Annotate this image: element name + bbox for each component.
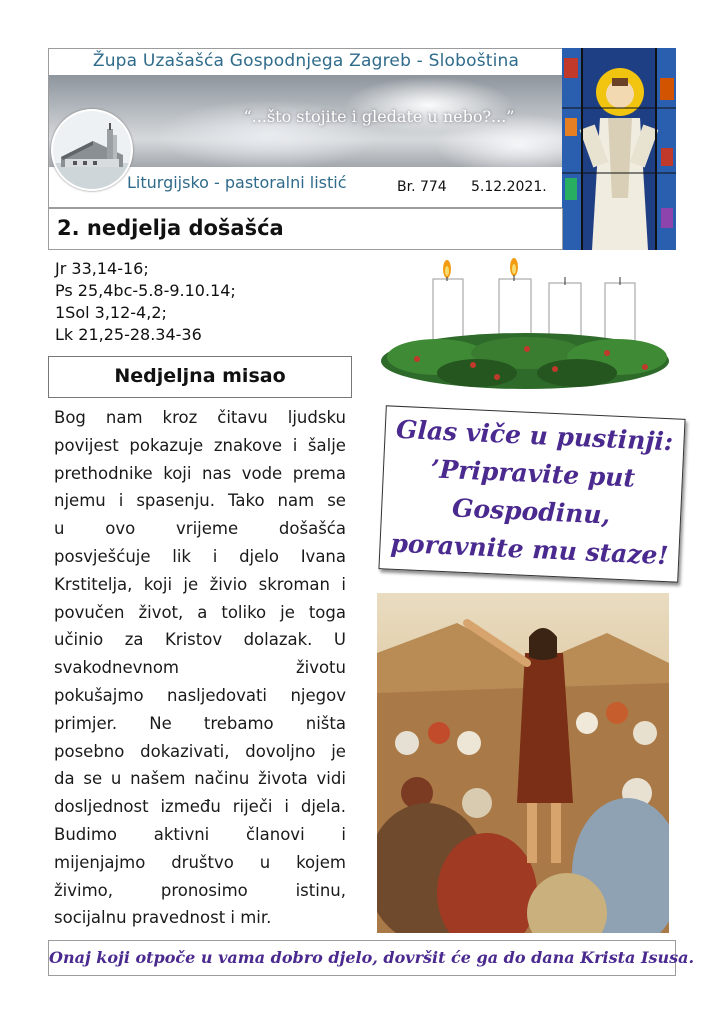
misao-line: Krstitelja, koji je živio skroman i — [54, 574, 346, 594]
church-icon — [53, 111, 131, 189]
misao-text — [54, 404, 346, 932]
glas-line: ’Pripravite put — [430, 454, 636, 493]
stained-glass-christ-icon — [562, 48, 676, 250]
reading-item: Jr 33,14-16; — [55, 259, 149, 278]
misao-line: da se u našem načinu života vidi — [54, 769, 346, 789]
misao-title-box — [48, 356, 352, 398]
misao-line: prethodnike koji nas vode prema — [54, 463, 346, 483]
sunday-title: 2. nedjelja došašća — [57, 216, 284, 240]
misao-line: Budimo aktivni članovi i — [54, 824, 346, 844]
footer-verse-box — [48, 940, 695, 976]
church-image — [51, 109, 133, 191]
misao-title: Nedjeljna misao — [114, 365, 286, 387]
misao-line: živimo, pronosimo istinu, — [54, 880, 346, 900]
misao-line: Bog nam kroz čitavu ljudsku — [54, 408, 346, 427]
misao-line: povučen život, a toliko je toga — [54, 602, 346, 622]
issue-number: Br. 774 — [397, 179, 447, 195]
misao-line: povijest pokazuje znakove i šalje — [54, 435, 346, 455]
glas-line: Gospodinu, — [451, 493, 611, 530]
issue-date: 5.12.2021. — [471, 179, 547, 195]
glas-quote-card — [378, 405, 685, 582]
glas-line: poravnite mu staze! — [389, 528, 670, 571]
reading-item: Ps 25,4bc-5.8-9.10.14; — [55, 281, 236, 300]
misao-line: njemu i spasenju. Tako nam se — [54, 491, 346, 511]
advent-wreath-image — [377, 253, 673, 403]
reading-item: 1Sol 3,12-4,2; — [55, 303, 167, 322]
misao-line: pokušajmo nasljedovati njegov — [54, 685, 346, 705]
header-banner — [48, 48, 563, 208]
sunday-title-box — [48, 208, 563, 250]
misao-line: socijalnu pravednost i mir. — [54, 908, 272, 928]
john-baptist-preaching-icon — [377, 593, 669, 933]
misao-line: učinio za Kristov dolazak. U — [54, 630, 346, 650]
misao-line: mijenjajmo društvo u kojem — [54, 852, 346, 872]
misao-line: posvješćuje lik i djelo Ivana — [54, 546, 346, 566]
footer-verse: Onaj koji otpoče u vama dobro djelo, dovršit će ga do dana Krista Isusa. — [49, 948, 695, 967]
john-baptist-painting — [377, 593, 669, 933]
readings-list — [55, 258, 236, 346]
misao-line: dosljednost između riječi i djela. — [54, 797, 346, 817]
cloudy-sky-banner — [49, 75, 563, 167]
header-quote: “...što stojite i gledate u nebo?...” — [243, 107, 515, 126]
parish-name: Župa Uzašašća Gospodnjega Zagreb - Sloboština — [92, 51, 520, 71]
bulletin-subtitle: Liturgijsko - pastoralni listić — [127, 173, 347, 192]
glas-line: Glas viče u pustinji: — [395, 414, 674, 457]
misao-line: posebno dokazivati, dovoljno je — [54, 741, 346, 761]
advent-candles-icon — [377, 253, 673, 403]
misao-line: primjer. Ne trebamo ništa — [54, 713, 346, 733]
misao-line: svakodnevnom životu — [54, 658, 346, 678]
stained-glass-image — [562, 48, 676, 250]
misao-line: u ovo vrijeme došašća — [54, 519, 346, 539]
reading-item: Lk 21,25-28.34-36 — [55, 325, 202, 344]
